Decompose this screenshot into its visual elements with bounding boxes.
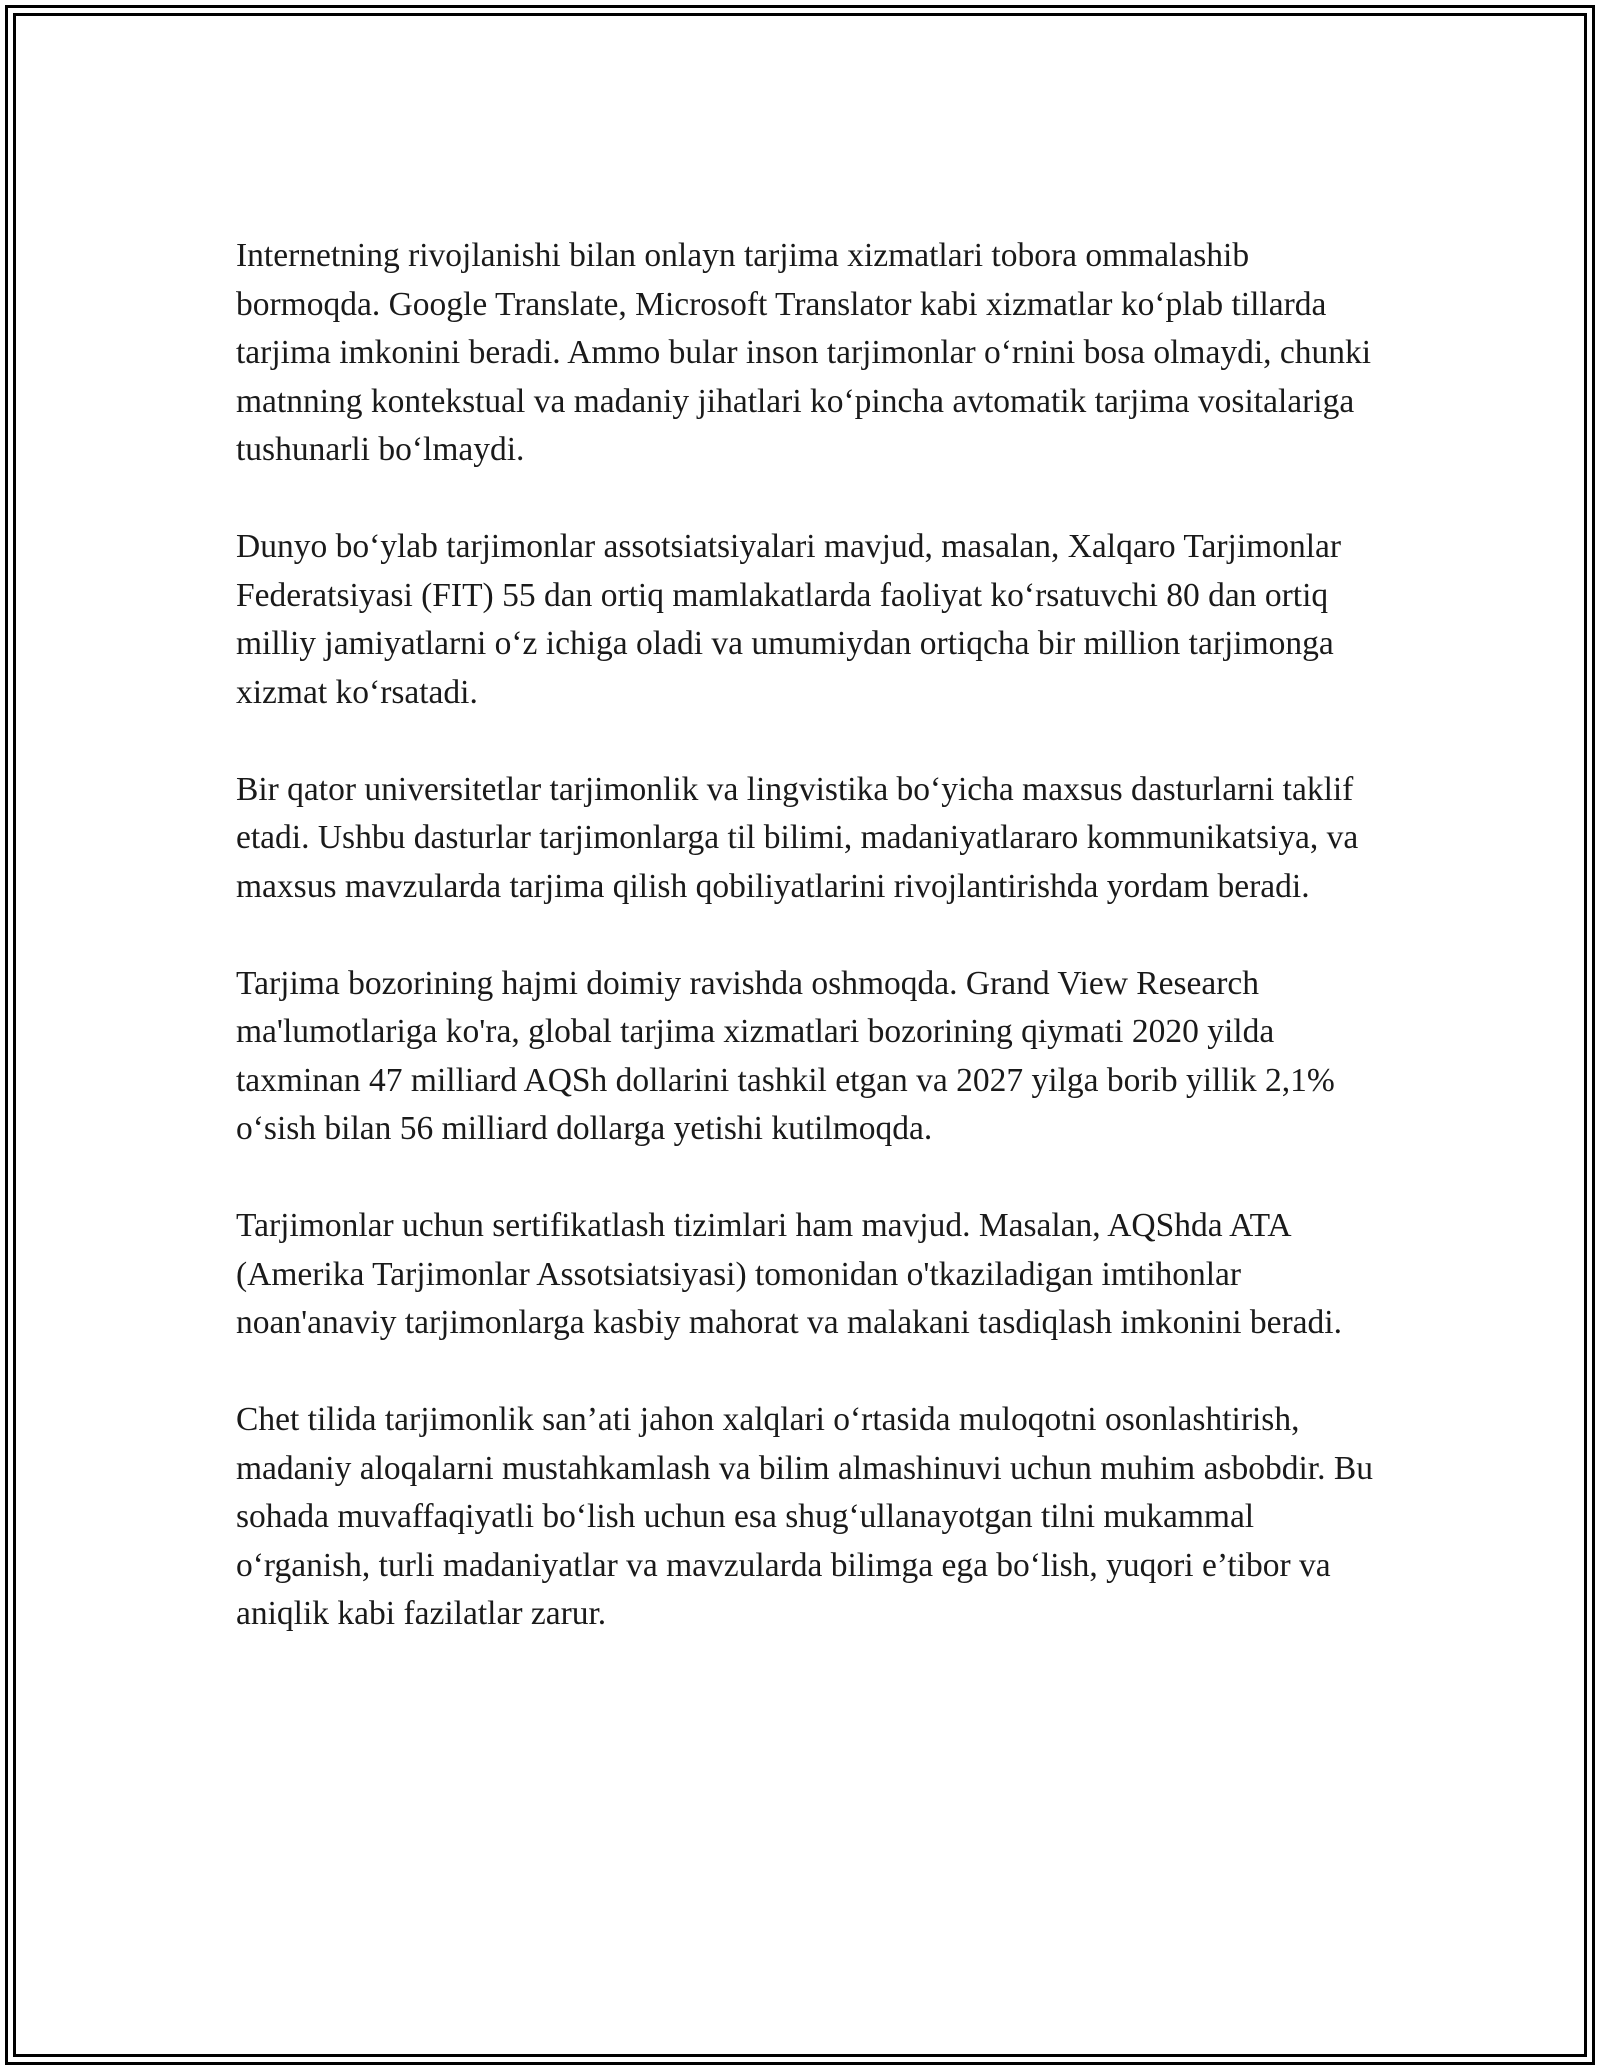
paragraph-translator-associations: Dunyo bo‘ylab tarjimonlar assotsiatsiyalari mavjud, masalan, Xalqaro Tarjimonlar Federatsiyasi (FIT) 55 dan ortiq mamlakatlarda faoliyat ko‘rsatuvchi 80 dan ortiq milliy jamiyatlarni o‘z ichiga oladi va umumiydan ortiqcha bir million tarjimonga xizmat ko‘rsatadi. xyxy=(236,528,1342,711)
document-body xyxy=(236,232,1386,1687)
paragraph-market-size: Tarjima bozorining hajmi doimiy ravishda oshmoqda. Grand View Research ma'lumotlariga ko'ra, global tarjima xizmatlari bozorining qiymati 2020 yilda taxminan 47 milliard AQSh dollarini tashkil etgan va 2027 yilga borib yillik 2,1% o‘sish bilan 56 milliard dollarga yetishi kutilmoqda. xyxy=(236,964,1335,1147)
paragraph-conclusion: Chet tilida tarjimonlik san’ati jahon xalqlari o‘rtasida muloqotni osonlashtirish, madaniy aloqalarni mustahkamlash va bilim almashinuvi uchun muhim asbobdir. Bu sohada muvaffaqiyatli bo‘lish uchun esa shug‘ullanayotgan tilni mukammal o‘rganish, turli madaniyatlar va mavzularda bilimga ega bo‘lish, yuqori e’tibor va aniqlik kabi fazilatlar zarur. xyxy=(236,1401,1373,1632)
paragraph-certification: Tarjimonlar uchun sertifikatlash tizimlari ham mavjud. Masalan, AQShda ATA (Amerika Tarjimonlar Assotsiatsiyasi) tomonidan o'tkaziladigan imtihonlar noan'anaviy tarjimonlarga kasbiy mahorat va malakani tasdiqlash imkonini beradi. xyxy=(236,1207,1342,1341)
paragraph-university-programs: Bir qator universitetlar tarjimonlik va lingvistika bo‘yicha maxsus dasturlarni taklif etadi. Ushbu dasturlar tarjimonlarga til bilimi, madaniyatlararo kommunikatsiya, va maxsus mavzularda tarjima qilish qobiliyatlarini rivojlantirishda yordam beradi. xyxy=(236,770,1359,905)
paragraph-online-translation: Internetning rivojlanishi bilan onlayn tarjima xizmatlari tobora ommalashib bormoqda. Google Translate, Microsoft Translator kabi xizmatlar ko‘plab tillarda tarjima imkonini beradi. Ammo bular inson tarjimonlar o‘rnini bosa olmaydi, chunki matnning kontekstual va madaniy jihatlari ko‘pincha avtomatik tarjima vositalariga tushunarli bo‘lmaydi. xyxy=(236,237,1372,468)
